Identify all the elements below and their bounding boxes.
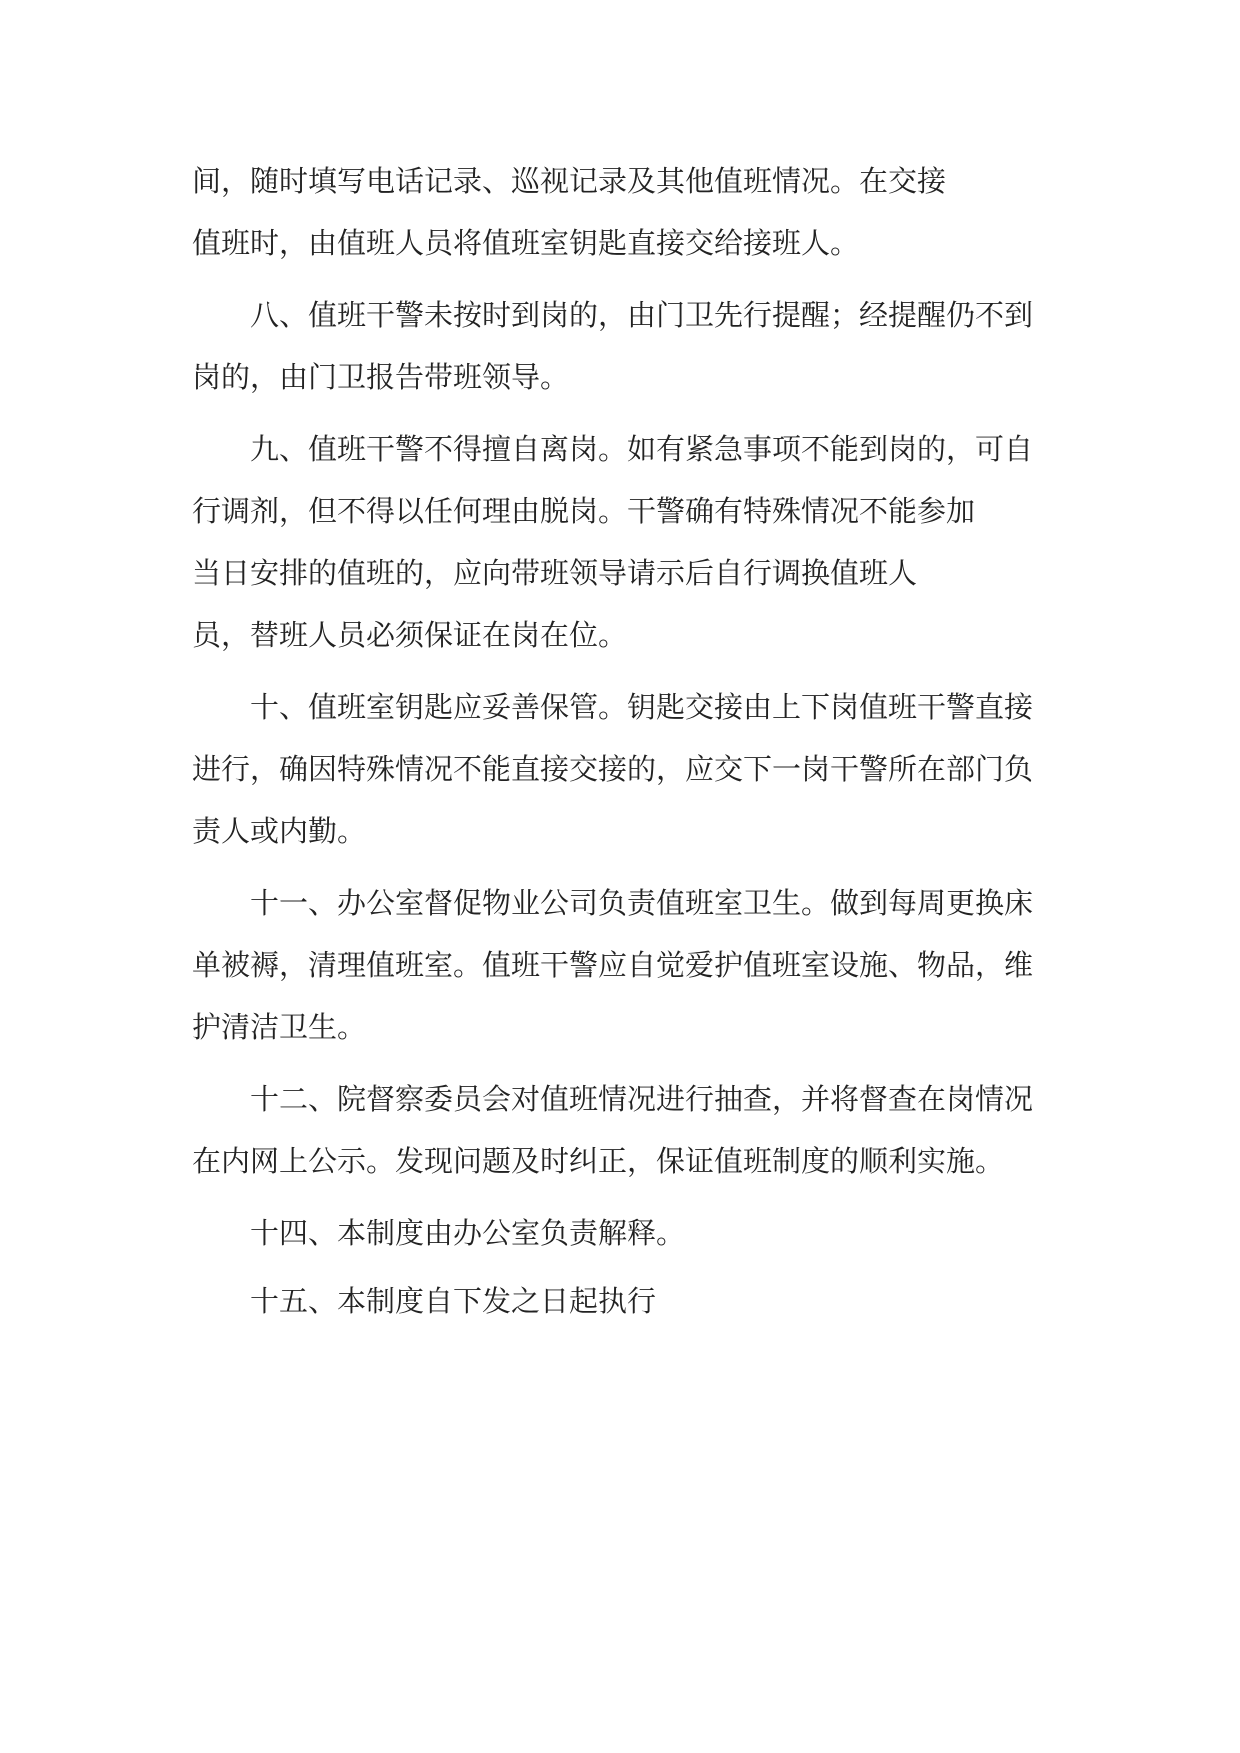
text-line: 行调剂，但不得以任何理由脱岗。干警确有特殊情况不能参加 [192, 494, 976, 528]
text-line: 当日安排的值班的，应向带班领导请示后自行调换值班人 [192, 556, 918, 590]
text-line: 在内网上公示。发现问题及时纠正，保证值班制度的顺利实施。 [192, 1144, 1005, 1178]
paragraph-item-8 [192, 296, 1060, 396]
paragraph-item-14 [192, 1214, 1060, 1252]
text-line: 十五、本制度自下发之日起执行 [192, 1284, 657, 1318]
text-line: 十二、院督察委员会对值班情况进行抽查，并将督查在岗情况 [192, 1082, 1034, 1116]
paragraph-item-11 [192, 884, 1060, 1046]
paragraph-duty-record [192, 162, 1060, 262]
document-body [192, 162, 1060, 1320]
text-line: 十、值班室钥匙应妥善保管。钥匙交接由上下岗值班干警直接 [192, 690, 1034, 724]
paragraph-item-12 [192, 1080, 1060, 1180]
text-line: 八、值班干警未按时到岗的，由门卫先行提醒；经提醒仍不到 [192, 298, 1034, 332]
text-line: 单被褥，清理值班室。值班干警应自觉爱护值班室设施、物品，维 [192, 948, 1034, 982]
text-line: 责人或内勤。 [192, 814, 367, 848]
paragraph-item-15 [192, 1282, 1060, 1320]
paragraph-item-9 [192, 430, 1060, 654]
text-line: 护清洁卫生。 [192, 1010, 367, 1044]
text-line: 间，随时填写电话记录、巡视记录及其他值班情况。在交接 [192, 164, 947, 198]
text-line: 值班时，由值班人员将值班室钥匙直接交给接班人。 [192, 226, 860, 260]
text-line: 九、值班干警不得擅自离岗。如有紧急事项不能到岗的，可自 [192, 432, 1034, 466]
text-line: 十一、办公室督促物业公司负责值班室卫生。做到每周更换床 [192, 886, 1034, 920]
paragraph-item-10 [192, 688, 1060, 850]
text-line: 进行，确因特殊情况不能直接交接的，应交下一岗干警所在部门负 [192, 752, 1034, 786]
text-line: 十四、本制度由办公室负责解释。 [192, 1216, 686, 1250]
text-line: 岗的，由门卫报告带班领导。 [192, 360, 570, 394]
text-line: 员，替班人员必须保证在岗在位。 [192, 618, 628, 652]
